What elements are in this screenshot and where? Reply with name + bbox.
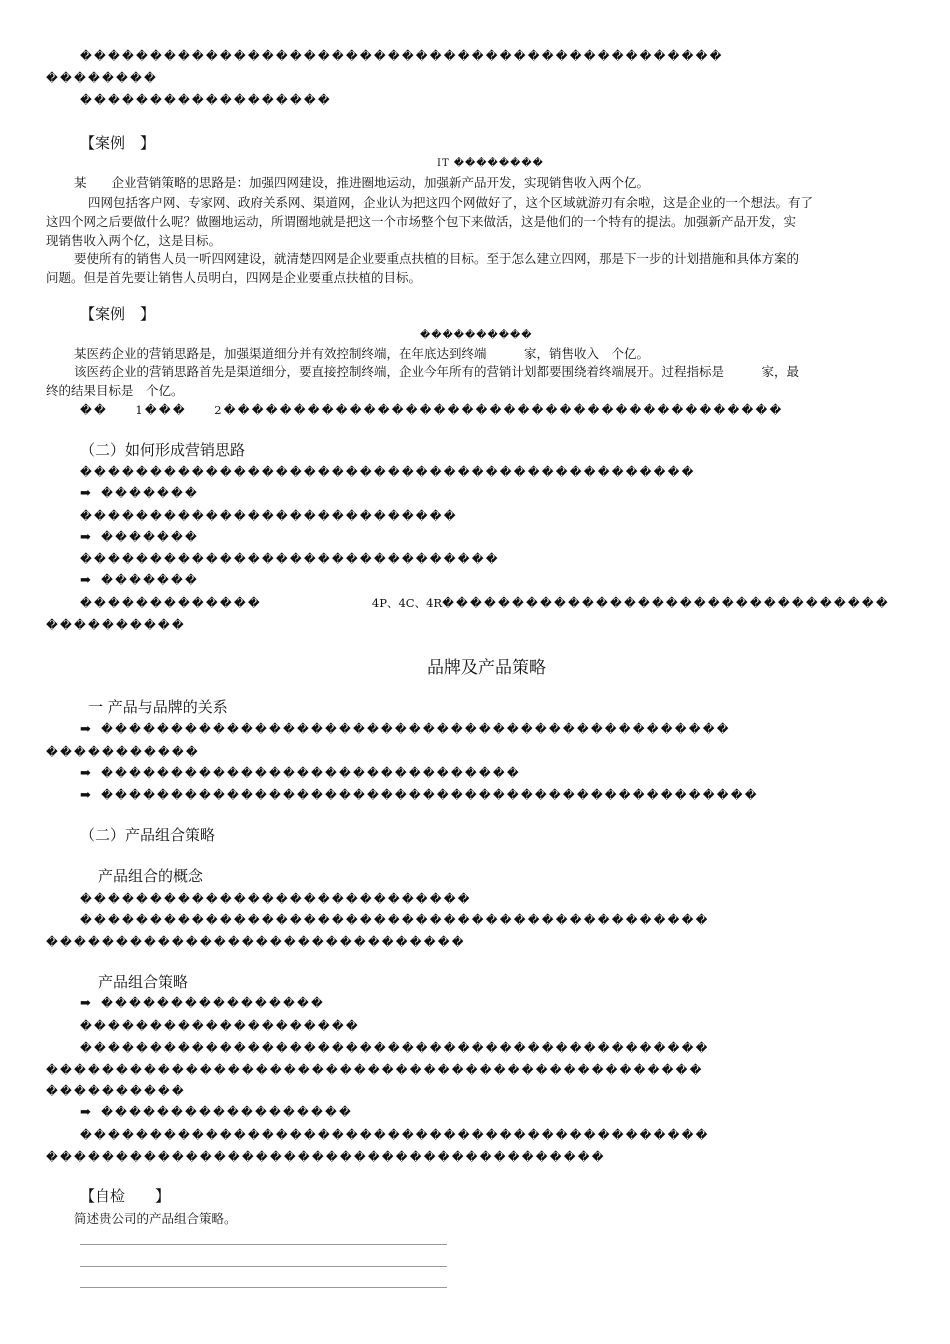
- case-paragraph: 某 企业营销策略的思路是：加强四网建设，推进圈地运动，加强新产品开发，实现销售收入两个亿。: [74, 175, 650, 190]
- bullet-item: ➡ ������������������������������: [80, 766, 521, 781]
- case-paragraph: 问题。但是首先要让销售人员明白，四网是企业要重点扶植的目标。: [46, 270, 422, 285]
- arrow-right-icon: ➡: [80, 996, 94, 1011]
- body-text-line: ��������: [46, 71, 158, 85]
- arrow-right-icon: ➡: [80, 722, 94, 737]
- case-paragraph: 这四个网之后要做什么呢？做圈地运动，所谓圈地就是把这一个市场整个包下来做活，这是他们的一个特有的提法。加强新产品开发，实: [46, 214, 797, 229]
- section-heading: （二）产品组合策略: [80, 826, 216, 844]
- arrow-right-icon: ➡: [80, 573, 94, 588]
- case-paragraph: 现销售收入两个亿，这是目标。: [46, 233, 222, 248]
- arrow-right-icon: ➡: [80, 766, 94, 781]
- case-heading: 【案例 】: [80, 305, 156, 323]
- body-text-line: ����������: [46, 1084, 186, 1098]
- selfcheck-heading: 【自检 】: [80, 1187, 171, 1205]
- body-text-line: ����������������������������������������������: [80, 49, 724, 63]
- case-subtitle: IT ��������: [426, 158, 544, 169]
- section-heading: （二）如何形成营销思路: [80, 441, 246, 459]
- section-heading: 一 产品与品牌的关系: [88, 698, 228, 716]
- case-paragraph: 终的结果目标是 个亿。: [46, 383, 184, 398]
- arrow-right-icon: ➡: [80, 788, 94, 803]
- case-paragraph: 某医药企业的营销思路是，加强渠道细分并有效控制终端，在年底达到终端 家，销售收入 个亿。: [74, 346, 650, 361]
- body-text-line: ������������������������������: [80, 552, 500, 566]
- body-text-line: ���������������������������: [80, 509, 458, 523]
- body-text-line: ����������������������������������������: [46, 1150, 606, 1164]
- body-text-line: ��������������������������������������������: [80, 465, 696, 479]
- case-paragraph: 四网包括客户网、专家网、政府关系网、渠道网，企业认为把这四个网做好了，这个区域就游刃有余啦，这是企业的一个想法。有了: [88, 195, 814, 210]
- body-text-line: ����������: [46, 618, 186, 632]
- answer-line: [80, 1287, 447, 1288]
- body-text-line: ���������������������������������������������: [80, 1128, 710, 1142]
- bullet-item: ➡ ���������������������������������������������: [80, 722, 731, 737]
- case-paragraph: �� 1��� 2����������������������������������������: [80, 403, 784, 417]
- arrow-right-icon: ➡: [80, 486, 94, 501]
- body-text-line: ���������������������������������������������: [80, 913, 710, 927]
- bullet-item: ➡ �����������������������������������������������: [80, 788, 759, 803]
- bullet-item: ➡ �������: [80, 530, 200, 545]
- answer-line: [80, 1244, 447, 1245]
- body-text-line: �����������������������������������������������: [46, 1063, 704, 1077]
- arrow-right-icon: ➡: [80, 1105, 94, 1120]
- subsection-heading: 产品组合的概念: [98, 867, 204, 885]
- bullet-item: ➡ �������: [80, 486, 200, 501]
- body-text-line: ������������� 4P、4C、4R��������������������������������: [80, 596, 890, 610]
- body-text-line: ��������������������: [80, 1019, 360, 1033]
- body-text-line: ���������������������������������������������: [80, 1041, 710, 1055]
- case-paragraph: 要使所有的销售人员一听四网建设，就清楚四网是企业要重点扶植的目标。至于怎么建立四网，那是下一步的计划措施和具体方案的: [74, 251, 800, 266]
- body-text-line: ����������������������������: [80, 892, 472, 906]
- body-text-line: ������������������: [80, 93, 332, 107]
- body-text-line: �����������: [46, 745, 200, 759]
- bullet-item: ➡ �������: [80, 573, 200, 588]
- arrow-right-icon: ➡: [80, 530, 94, 545]
- case-subtitle: ����������: [420, 330, 533, 341]
- bullet-item: ➡ ������������������: [80, 1105, 353, 1120]
- case-heading: 【案例 】: [80, 134, 156, 152]
- body-text-line: ������������������������������: [46, 935, 466, 949]
- case-paragraph: 该医药企业的营销思路首先是渠道细分，要直接控制终端，企业今年所有的营销计划都要围绕着终端展开。过程指标是 家，最: [74, 364, 800, 379]
- selfcheck-prompt: 简述贵公司的产品组合策略。: [74, 1211, 237, 1226]
- page-title: 品牌及产品策略: [427, 658, 546, 678]
- bullet-item: ➡ ����������������: [80, 996, 325, 1011]
- subsection-heading: 产品组合策略: [98, 973, 189, 991]
- answer-line: [80, 1266, 447, 1267]
